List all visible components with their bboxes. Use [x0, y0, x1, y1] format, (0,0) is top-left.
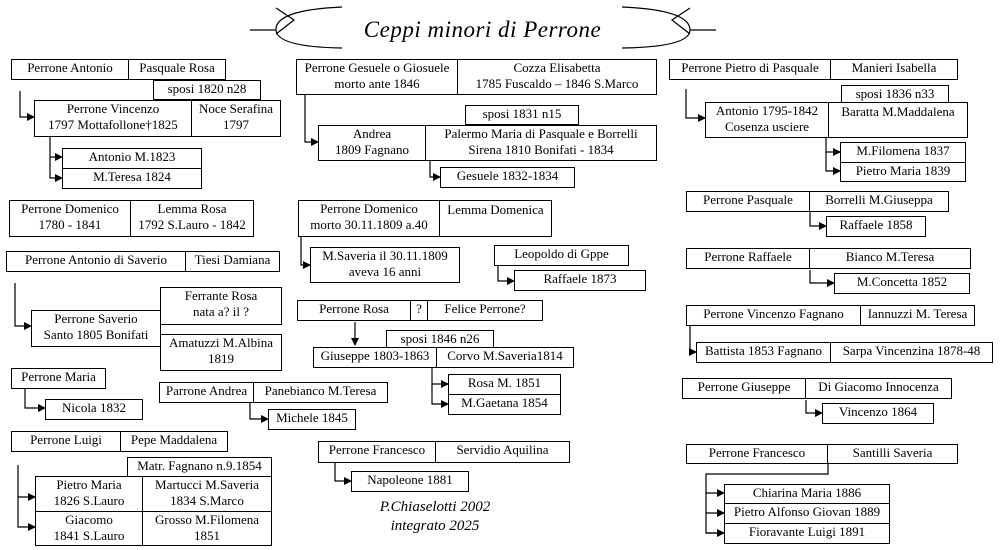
spouse-box: Tiesi Damiana: [185, 251, 280, 272]
spouse-name: Noce Serafina: [199, 101, 273, 116]
child-box: M.Filomena 1837: [840, 142, 966, 163]
person-box: Perrone Raffaele: [686, 248, 810, 269]
child-box: [310, 247, 460, 283]
spouse-box: Lemma Domenica: [439, 200, 552, 237]
person-dates: Santo 1805 Bonifati: [43, 327, 149, 342]
spouse-box: Borrelli M.Giuseppa: [809, 191, 949, 212]
spouse-dates: 1851: [194, 528, 220, 543]
person-name: Andrea: [352, 126, 392, 141]
person-dates: 1809 Fagnano: [334, 142, 410, 157]
spouse-name: Palermo Maria di Pasquale e Borrelli: [444, 126, 638, 141]
spouse-box: Sarpa Vincenzina 1878-48: [830, 342, 993, 363]
spouse-box: [160, 334, 282, 371]
spouse-dates: Sirena 1810 Bonifati - 1834: [468, 142, 614, 157]
person-box: Parrone Andrea: [159, 382, 254, 403]
spouse-name: Cozza Elisabetta: [513, 60, 601, 75]
spouse-box: [191, 100, 281, 137]
person-dates: 1780 - 1841: [38, 217, 102, 232]
person-box: Perrone Pasquale: [686, 191, 810, 212]
diagram-title: Ceppi minori di Perrone: [363, 17, 602, 42]
spouse-dates: 1797: [223, 117, 249, 132]
person-box: [34, 100, 192, 137]
marriage-note: sposi 1846 n26: [386, 330, 494, 350]
child-box: M.Teresa 1824: [62, 168, 202, 189]
spouse-name: Amatuzzi M.Albina: [169, 335, 273, 350]
person-name: Antonio 1795-1842: [715, 103, 819, 118]
spouse-box: [457, 59, 657, 95]
spouse-dates: nata a? il ?: [193, 304, 249, 319]
person-name: Perrone Domenico: [21, 201, 119, 216]
marriage-note: sposi 1831 n15: [465, 105, 579, 125]
child-note: aveva 16 anni: [348, 264, 422, 279]
author-line: P.Chiaselotti 2002: [379, 499, 491, 515]
spouse-box: Iannuzzi M. Teresa: [860, 305, 975, 326]
spouse-box: Panebianco M.Teresa: [253, 382, 388, 403]
child-name: M.Saveria il 30.11.1809: [322, 248, 448, 263]
child-box: Fioravante Luigi 1891: [724, 523, 890, 544]
spouse-name: Ferrante Rosa: [184, 288, 258, 303]
person-box: [35, 511, 143, 546]
person-box: [31, 310, 161, 347]
person-box: Perrone Antonio di Saverio: [6, 251, 186, 272]
spouse-box: Servidio Aquilina: [435, 441, 570, 463]
child-box: Raffaele 1858: [826, 216, 926, 237]
spouse-box: Santilli Saveria: [827, 444, 958, 464]
author-credit: [360, 498, 510, 536]
spouse-box: [130, 200, 254, 237]
spouse-box: [142, 511, 272, 546]
spouse-dates: 1819: [208, 351, 234, 366]
spouse-box: Manieri Isabella: [830, 59, 958, 80]
person-dates: 1826 S.Lauro: [53, 493, 125, 508]
person-box: Giuseppe 1803-1863: [313, 347, 437, 368]
child-box: Gesuele 1832-1834: [440, 167, 575, 188]
child-box: Napoleone 1881: [351, 471, 469, 492]
spouse-box: [160, 287, 282, 325]
child-box: M.Gaetana 1854: [448, 394, 561, 415]
child-box: Chiarina Maria 1886: [724, 484, 890, 504]
person-box: Perrone Pietro di Pasquale: [669, 59, 831, 80]
person-box: Leopoldo di Gppe: [494, 245, 629, 266]
child-box: Nicola 1832: [45, 399, 143, 420]
person-box: Perrone Rosa: [297, 300, 411, 321]
person-dates: 1841 S.Lauro: [53, 528, 125, 543]
spouse-box: [425, 125, 657, 161]
child-box: Rosa M. 1851: [448, 374, 561, 395]
person-name: Perrone Domenico: [320, 201, 418, 216]
person-name: Perrone Vincenzo: [66, 101, 160, 116]
child-box: Antonio M.1823: [62, 148, 202, 169]
person-box: [35, 476, 143, 512]
person-box: Perrone Francesco: [318, 441, 436, 463]
uncertain-box: ?: [410, 300, 428, 321]
child-box: M.Concetta 1852: [834, 273, 970, 294]
person-box: Perrone Antonio: [11, 59, 129, 80]
author-date-line: integrato 2025: [390, 518, 480, 534]
spouse-box: [142, 476, 272, 512]
person-name: Giacomo: [65, 512, 113, 527]
person-box: [318, 125, 426, 161]
person-box: Perrone Vincenzo Fagnano: [686, 305, 861, 326]
person-dates: 1797 Mottafollone†1825: [48, 117, 178, 132]
person-dates: morto ante 1846: [334, 76, 420, 91]
person-box: Battista 1853 Fagnano: [696, 342, 831, 363]
spouse-dates: 1834 S.Marco: [170, 493, 244, 508]
spouse-name: Martucci M.Saveria: [155, 477, 259, 492]
spouse-box: Baratta M.Maddalena: [828, 102, 968, 138]
person-box: [705, 102, 829, 138]
person-box: [296, 59, 458, 95]
marriage-note: sposi 1820 n28: [153, 80, 261, 100]
person-dates: Cosenza usciere: [724, 119, 810, 134]
spouse-dates: 1785 Fuscaldo – 1846 S.Marco: [475, 76, 639, 91]
person-name: Perrone Gesuele o Giosuele: [304, 60, 450, 75]
child-box: Vincenzo 1864: [822, 403, 934, 424]
child-box: Raffaele 1873: [514, 270, 646, 291]
spouse-name: Lemma Rosa: [157, 201, 227, 216]
spouse-name: Grosso M.Filomena: [155, 512, 259, 527]
marriage-note: sposi 1836 n33: [841, 85, 949, 104]
spouse-box: Pasquale Rosa: [128, 59, 226, 80]
spouse-box: Pepe Maddalena: [120, 431, 228, 452]
person-name: Pietro Maria: [56, 477, 122, 492]
marriage-note: Matr. Fagnano n.9.1854: [127, 457, 272, 477]
person-box: [9, 200, 131, 237]
spouse-dates: 1792 S.Lauro - 1842: [138, 217, 246, 232]
child-box: Pietro Alfonso Giovan 1889: [724, 503, 890, 524]
person-name: Perrone Saverio: [54, 311, 138, 326]
child-box: Michele 1845: [268, 409, 356, 430]
person-box: Perrone Francesco: [686, 444, 828, 464]
person-box: Perrone Maria: [11, 368, 106, 389]
spouse-box: Felice Perrone?: [427, 300, 543, 321]
person-dates: morto 30.11.1809 a.40: [310, 217, 428, 232]
spouse-box: Di Giacomo Innocenza: [805, 378, 952, 399]
child-box: Pietro Maria 1839: [840, 162, 966, 182]
person-box: [298, 200, 440, 237]
spouse-box: Bianco M.Teresa: [809, 248, 971, 269]
person-box: Perrone Luigi: [11, 431, 121, 452]
person-box: Perrone Giuseppe: [682, 378, 806, 399]
spouse-box: Corvo M.Saveria1814: [436, 347, 574, 368]
